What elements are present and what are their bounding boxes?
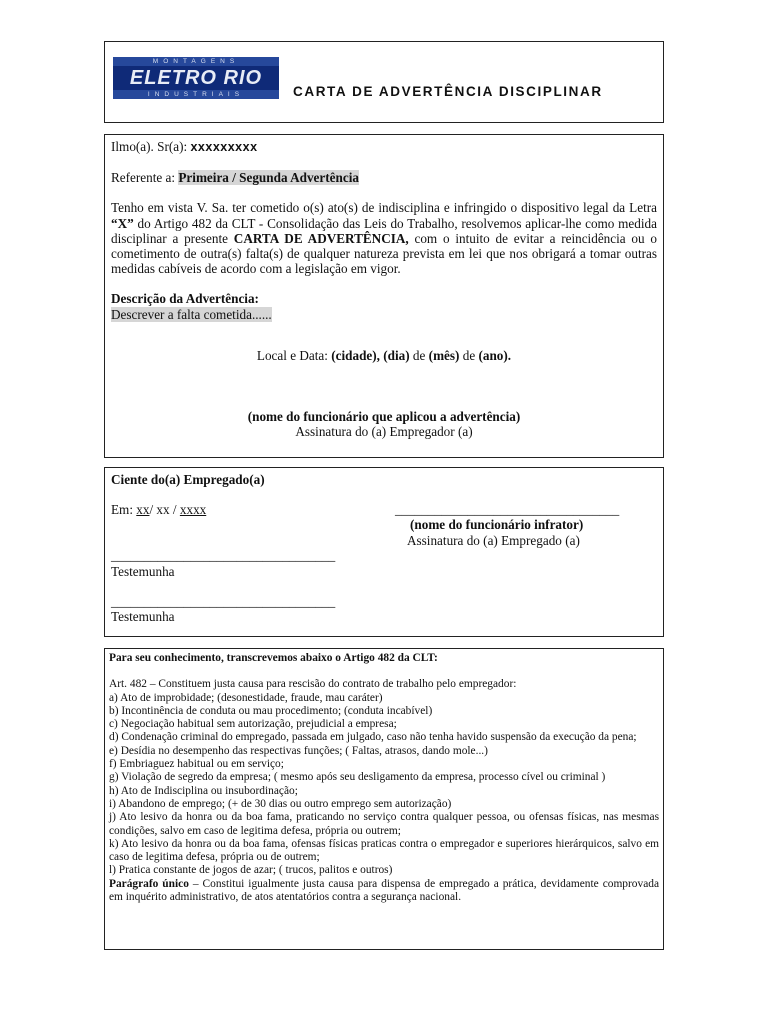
article-items-list [109,692,659,878]
logo-main-text: ELETRO RIO [113,66,279,90]
sole-paragraph-text: – Constitui igualmente justa causa para dispensa de empregado a prática, devidamente comprovada em inquérito administrativo, de atos atentatórios contra a segurança nacional. [109,877,659,904]
article-item: d) Condenação criminal do empregado, passada em julgado, caso não tenha havido suspensão da execução da pena; [109,731,637,744]
logo-top-text: MONTAGENS [113,57,279,66]
employee-role: Assinatura do (a) Empregado (a) [407,533,580,548]
sole-paragraph-label: Parágrafo único [109,877,189,890]
witness-label-1: Testemunha [111,564,175,579]
article-item: l) Pratica constante de jogos de azar; ( trucos, palitos e outros) [109,864,393,877]
description-value: Descrever a falta cometida...... [111,306,272,322]
signer-name: (nome do funcionário que aplicou a advertência) [247,409,521,425]
document-title: CARTA DE ADVERTÊNCIA DISCIPLINAR [293,84,603,99]
body-text-1: Tenho em vista V. Sa. ter cometido o(s) ato(s) de indisciplina e infringido o dispositivo legal da Letra [111,200,657,216]
place-de-1: de [412,347,426,363]
article-item: g) Violação de segredo da empresa; ( mesmo após seu desligamento da empresa, processo cível ou criminal ) [109,771,606,784]
article-section [104,648,664,950]
article-item: j) Ato lesivo da honra ou da boa fama, praticando no serviço contra qualquer pessoa, ou ofensas físicas, nas mesmas condições, salvo em caso de legitima defesa, própria ou outrem; [109,811,659,837]
body-text-3: com o intuito de evitar a reincidência ou o cometimento de outra(s) falta(s) de qualquer natureza prevista em lei que nos obrigará a tomar outras medidas cabíveis de acordo com a legislação em vigor. [111,230,657,277]
witness-signature-line-1: __________________________________ [111,548,336,563]
place-date-label: Local e Data: [256,347,328,363]
letter-section [104,134,664,458]
article-item: h) Ato de Indisciplina ou insubordinação; [109,784,298,797]
employee-name: (nome do funcionário infrator) [410,517,584,532]
article-item: i) Abandono de emprego; (+ de 30 dias ou outro emprego sem autorização) [109,797,452,810]
article-item: b) Incontinência de conduta ou mau procedimento; (conduta incabível) [109,704,433,717]
article-item: k) Ato lesivo da honra ou da boa fama, ofensas físicas praticas contra o empregador e superiores hierárquicos, salvo em caso de legitima defesa, própria ou de outrem; [109,837,659,864]
place-year: (ano). [478,347,512,363]
company-logo [113,57,279,99]
date-day: xx [136,502,150,517]
article-item: e) Desídia no desempenho das respectivas funções; ( Faltas, atrasos, dando mole...) [109,744,488,757]
witness-label-2: Testemunha [111,609,175,624]
logo-bottom-text: INDUSTRIAIS [113,90,279,99]
date-separator: / xx / [149,502,177,517]
letter-body [111,200,657,276]
addressee-label: Ilmo(a). Sr(a): [111,139,188,154]
body-text-2: do Artigo 482 da CLT - Consolidação das Leis do Trabalho, resolvemos aplicar-lhe como medida disciplinar a presente [111,215,657,246]
article-item: c) Negociação habitual sem autorização, prejudicial a empresa; [109,718,397,731]
document-header [104,41,664,123]
reference-value: Primeira / Segunda Advertência [178,170,359,186]
description-label: Descrição da Advertência: [111,291,259,307]
place-date-line [111,348,657,363]
signer-role: Assinatura do (a) Empregador (a) [295,424,473,440]
addressee-value: xxxxxxxxx [190,140,258,154]
place-month: (mês) [428,347,460,363]
article-item: f) Embriaguez habitual ou em serviço; [109,758,284,771]
body-document-name: CARTA DE ADVERTÊNCIA, [233,230,409,246]
acknowledgement-section [104,467,664,637]
reference-line [111,170,657,185]
place-city-day: (cidade), (dia) [331,347,410,363]
date-year: xxxx [179,502,207,517]
date-line [111,502,206,518]
article-item: a) Ato de improbidade; (desonestidade, fraude, mau caráter) [109,691,383,704]
addressee-line [111,139,657,155]
article-lead: Art. 482 – Constituem justa causa para rescisão do contrato de trabalho pelo empregador: [109,678,517,691]
date-label: Em: [111,502,133,517]
witness-signature-line-2: __________________________________ [111,594,336,609]
sole-paragraph [109,878,659,905]
article-intro: Para seu conhecimento, transcrevemos abaixo o Artigo 482 da CLT: [109,652,438,664]
reference-label: Referente a: [111,170,176,186]
place-de-2: de [462,347,476,363]
body-letter: “X” [111,215,134,231]
employee-signature-line: __________________________________ [395,502,620,517]
acknowledgement-title: Ciente do(a) Empregado(a) [111,472,265,487]
